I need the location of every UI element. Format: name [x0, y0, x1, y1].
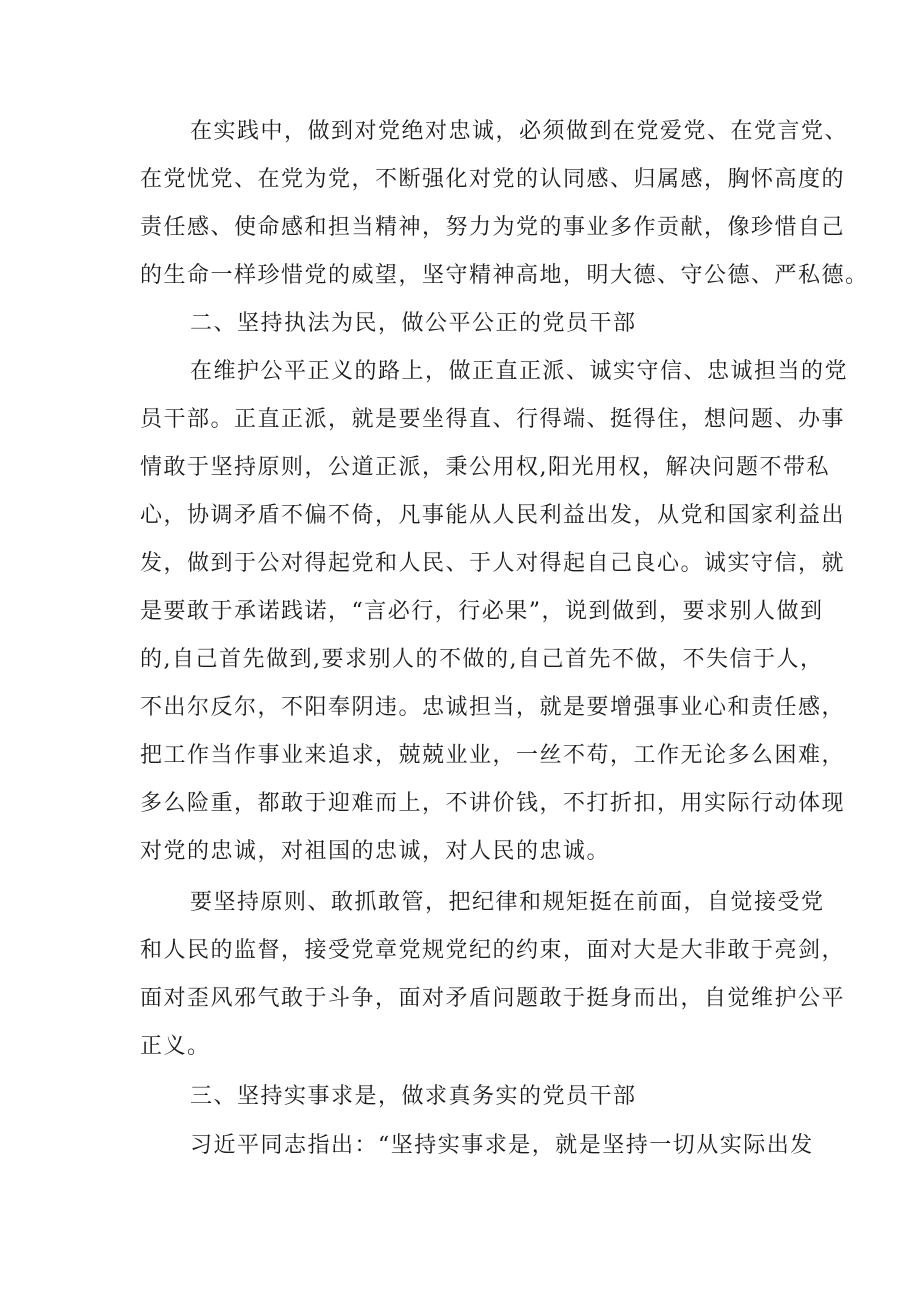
paragraph-2-line-2: 员干部。正直正派，就是要坐得直、行得端、挺得住，想问题、办事	[140, 407, 846, 432]
paragraph-1-line-3: 责任感、使命感和担当精神，努力为党的事业多作贡献，像珍惜自己	[140, 215, 846, 240]
paragraph-3-line-3: 面对歪风邪气敢于斗争，面对矛盾问题敢于挺身而出，自觉维护公平	[140, 986, 846, 1011]
paragraph-2-line-7: 的,自己首先做到,要求别人的不做的,自己首先不做，不失信于人，	[140, 647, 824, 672]
section-heading-2: 二、坚持执法为民，做公平公正的党员干部	[190, 311, 637, 336]
paragraph-1-line-2: 在党忧党、在党为党，不断强化对党的认同感、归属感，胸怀高度的	[140, 167, 846, 192]
paragraph-2-line-6: 是要敢于承诺践诺，“言必行，行必果”，说到做到，要求别人做到	[140, 599, 824, 624]
paragraph-2-line-11: 对党的忠诚，对祖国的忠诚，对人民的忠诚。	[140, 839, 611, 864]
paragraph-2-line-10: 多么险重，都敢于迎难而上，不讲价钱，不打折扣，用实际行动体现	[140, 791, 846, 816]
paragraph-2-line-1: 在维护公平正义的路上，做正直正派、诚实守信、忠诚担当的党	[190, 359, 849, 384]
paragraph-4-line-1: 习近平同志指出：“坚持实事求是，就是坚持一切从实际出发	[190, 1133, 814, 1158]
paragraph-3-line-4: 正义。	[140, 1034, 211, 1059]
paragraph-2-line-4: 心，协调矛盾不偏不倚，凡事能从人民利益出发，从党和国家利益出	[140, 503, 846, 528]
paragraph-2-line-5: 发，做到于公对得起党和人民、于人对得起自己良心。诚实守信，就	[140, 551, 846, 576]
paragraph-1-line-4: 的生命一样珍惜党的威望，坚守精神高地，明大德、守公德、严私德。	[140, 263, 869, 288]
paragraph-2-line-9: 把工作当作事业来追求，兢兢业业，一丝不苟，工作无论多么困难，	[140, 743, 846, 768]
paragraph-1-line-1: 在实践中，做到对党绝对忠诚，必须做到在党爱党、在党言党、	[190, 119, 849, 144]
section-heading-3: 三、坚持实事求是，做求真务实的党员干部	[190, 1084, 637, 1109]
paragraph-3-line-2: 和人民的监督，接受党章党规党纪的约束，面对大是大非敢于亮剑，	[140, 938, 846, 963]
paragraph-3-line-1: 要坚持原则、敢抓敢管，把纪律和规矩挺在前面，自觉接受党	[190, 890, 825, 915]
paragraph-2-line-3: 情敢于坚持原则，公道正派，秉公用权,阳光用权，解决问题不带私	[140, 455, 830, 480]
paragraph-2-line-8: 不出尔反尔，不阳奉阴违。忠诚担当，就是要增强事业心和责任感，	[140, 695, 846, 720]
